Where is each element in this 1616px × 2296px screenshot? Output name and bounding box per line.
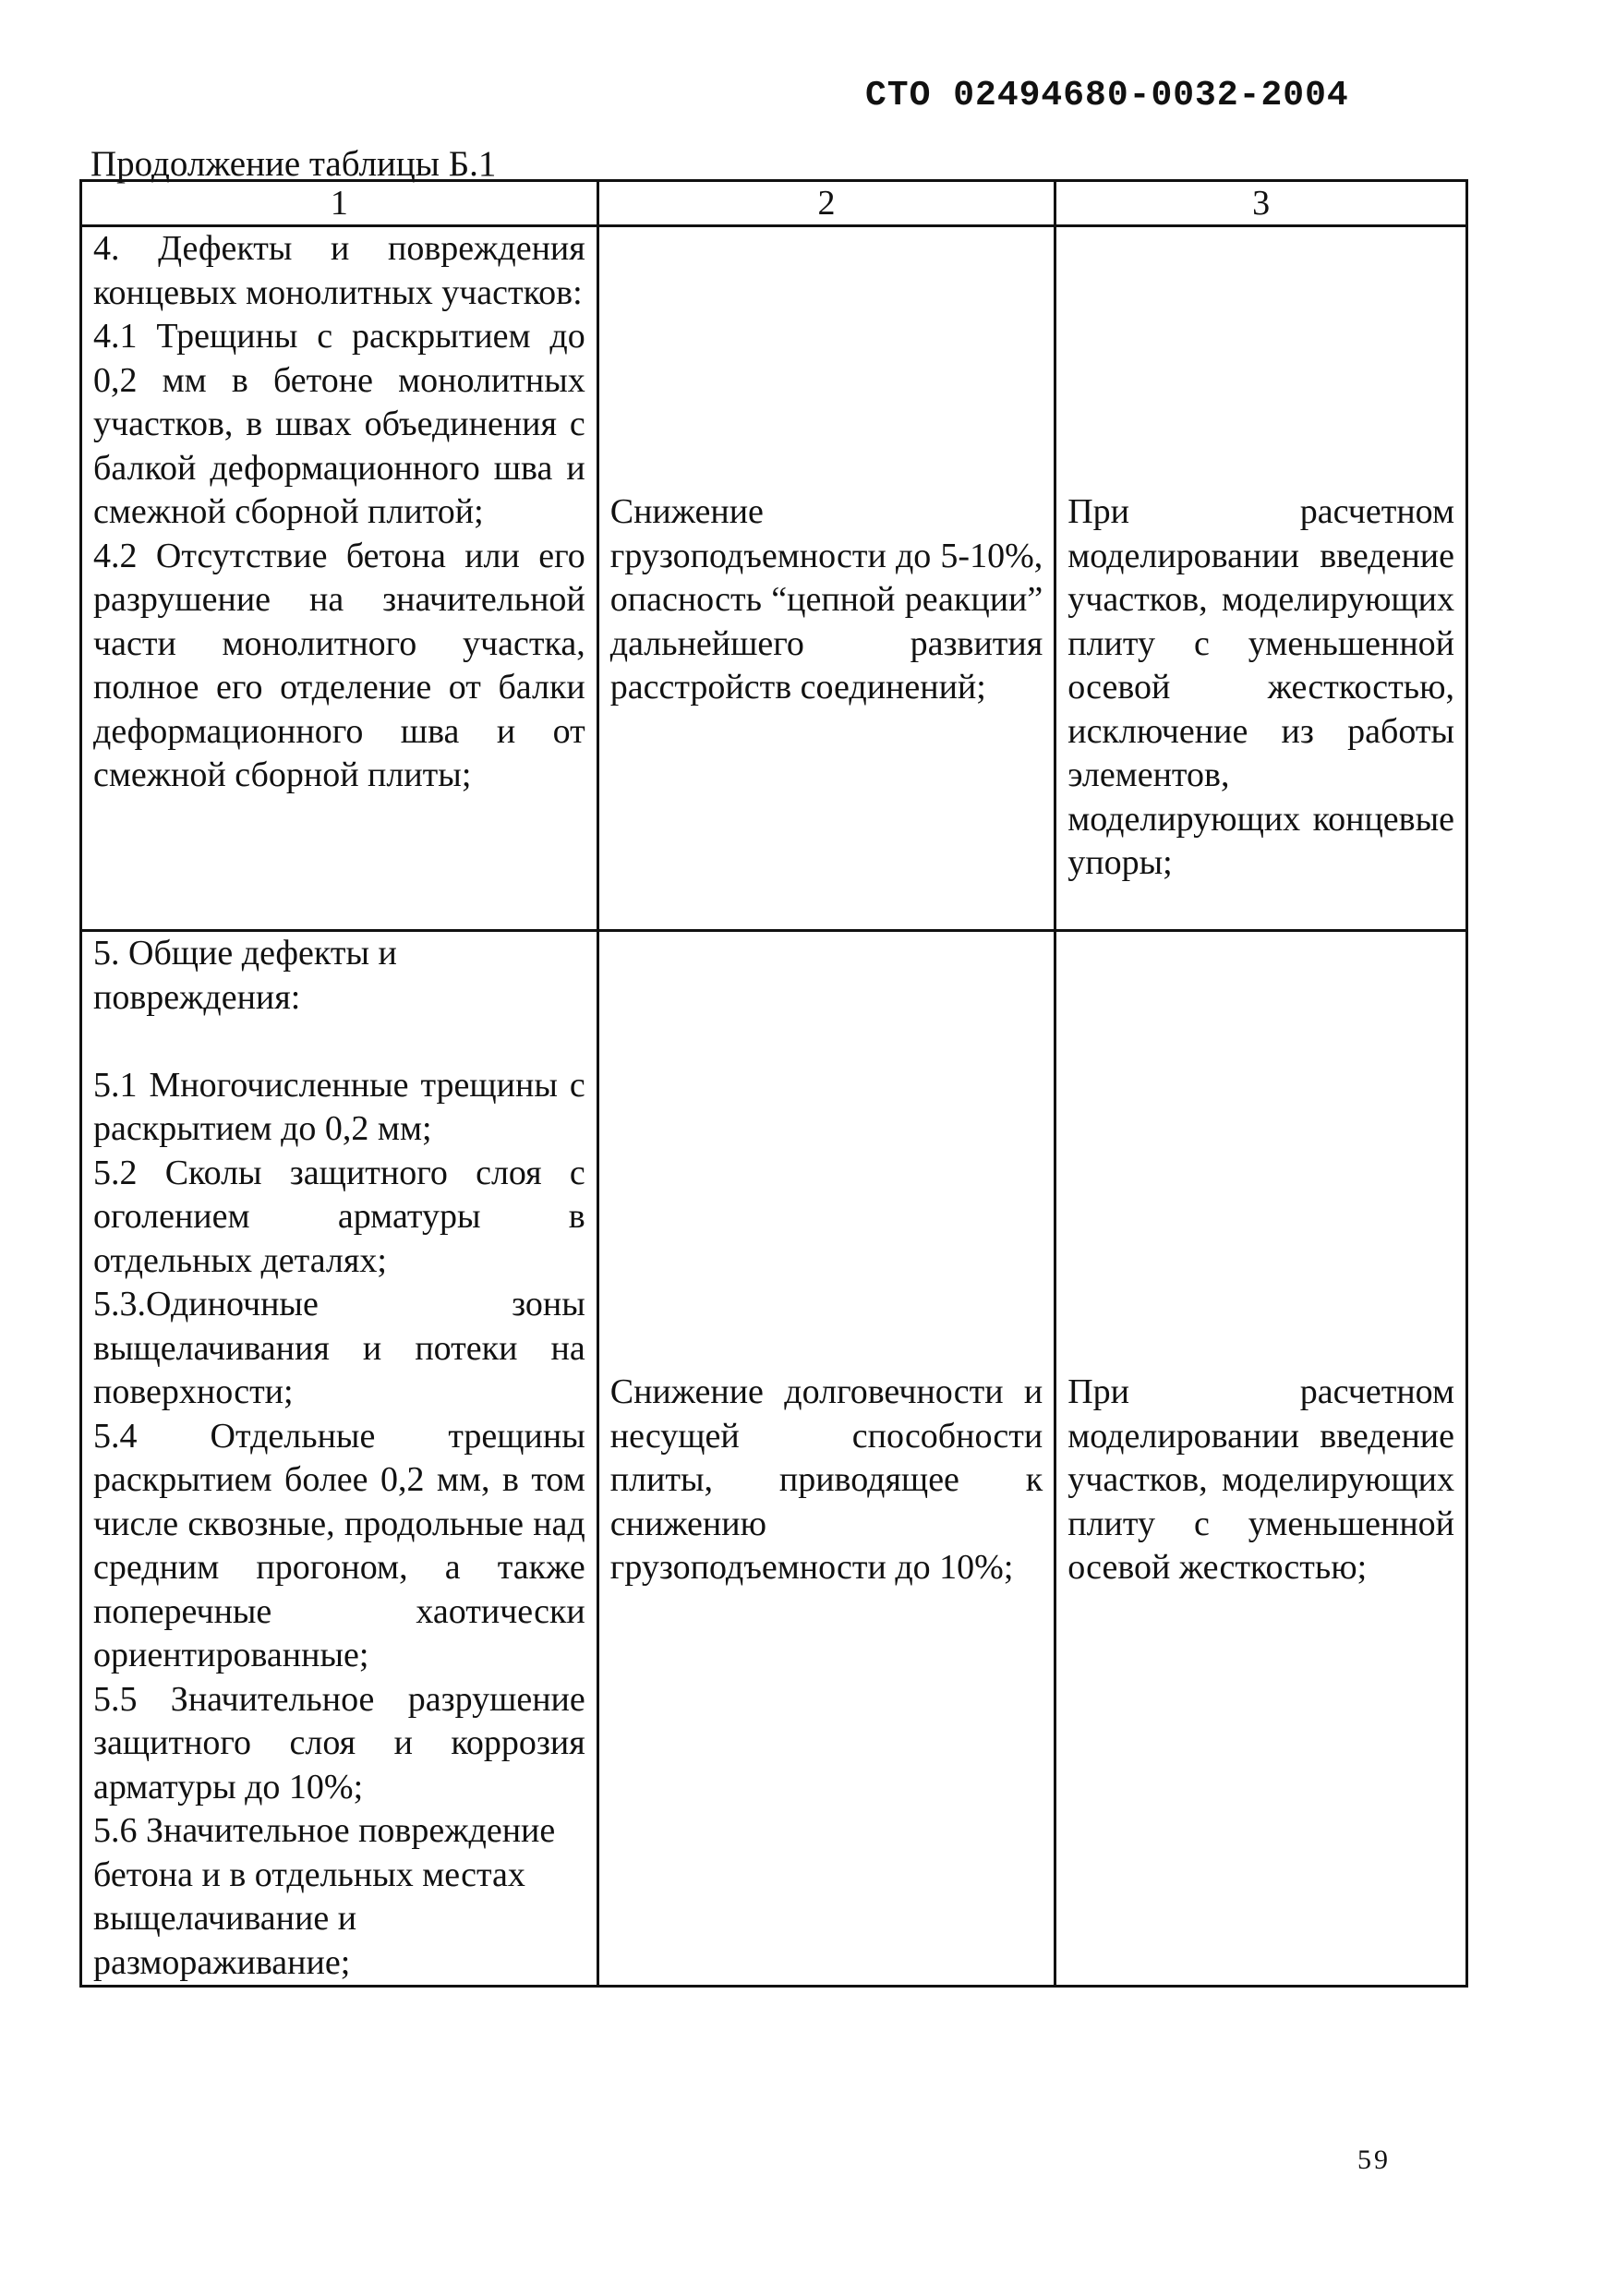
table-row-section-5 bbox=[81, 931, 1467, 1987]
item-5-1: 5.1 Многочисленные трещины с раскрытием до 0,2 мм; bbox=[93, 1065, 585, 1148]
consequence-cell bbox=[597, 226, 1055, 931]
table-header-row bbox=[81, 181, 1467, 226]
item-4-1: 4.1 Трещины с раскрытием до 0,2 мм в бетоне монолитных участков, в швах объединения с балкой деформационного шва и смежной сборной плитой; bbox=[93, 317, 585, 531]
defect-description-cell bbox=[81, 226, 598, 931]
modeling-text-4: При расчетном моделировании введение участков, моделирующих плиту с уменьшенной осевой жесткостью, исключение из работы элементов, моделирующих концевые упоры; bbox=[1067, 492, 1454, 882]
spacer bbox=[93, 841, 585, 886]
section-4-title: 4. Дефекты и повреждения концевых монолитных участков: bbox=[93, 229, 585, 312]
column-header-2: 2 bbox=[597, 181, 1055, 226]
item-5-3: 5.3.Одиночные зоны выщелачивания и потеки на поверхности; bbox=[93, 1285, 585, 1411]
item-4-2: 4.2 Отсутствие бетона или его разрушение на значительной части монолитного участка, полное его отделение от балки деформационного шва и от смежной сборной плиты; bbox=[93, 536, 585, 794]
spacer bbox=[93, 1020, 585, 1064]
item-5-6: 5.6 Значительное повреждение бетона и в отдельных местах выщелачивание и размораживание; bbox=[93, 1811, 556, 1982]
column-header-1: 1 bbox=[81, 181, 598, 226]
item-5-5: 5.5 Значительное разрушение защитного слоя и коррозия арматуры до 10%; bbox=[93, 1679, 585, 1807]
item-5-4: 5.4 Отдельные трещины раскрытием более 0,2 мм, в том числе сквозные, продольные над средним прогоном, а также поперечные хаотически ориентированные; bbox=[93, 1416, 585, 1674]
defects-table bbox=[79, 179, 1468, 1988]
consequence-text-4: Снижение грузоподъемности до 5-10%, опасность “цепной реакции” дальнейшего развития расстройств соединений; bbox=[609, 492, 1043, 707]
modeling-cell bbox=[1055, 226, 1467, 931]
defect-description-cell bbox=[81, 931, 598, 1987]
consequence-text-5: Снижение долговечности и несущей способности плиты, приводящее к снижению грузоподъемности до 10%; bbox=[609, 1372, 1043, 1587]
table-caption: Продолжение таблицы Б.1 bbox=[90, 144, 497, 184]
page-number: 59 bbox=[1357, 2145, 1391, 2175]
modeling-text-5: При расчетном моделировании введение участков, моделирующих плиту с уменьшенной осевой жесткостью; bbox=[1067, 1372, 1454, 1587]
item-5-2: 5.2 Сколы защитного слоя с оголением арматуры в отдельных деталях; bbox=[93, 1153, 585, 1280]
section-5-title: 5. Общие дефекты и повреждения: bbox=[93, 934, 397, 1017]
document-code: СТО 02494680-0032-2004 bbox=[865, 76, 1349, 115]
spacer bbox=[93, 798, 585, 842]
table-row-section-4 bbox=[81, 226, 1467, 931]
modeling-cell bbox=[1055, 931, 1467, 1987]
column-header-3: 3 bbox=[1055, 181, 1467, 226]
spacer bbox=[93, 886, 585, 930]
consequence-cell bbox=[597, 931, 1055, 1987]
